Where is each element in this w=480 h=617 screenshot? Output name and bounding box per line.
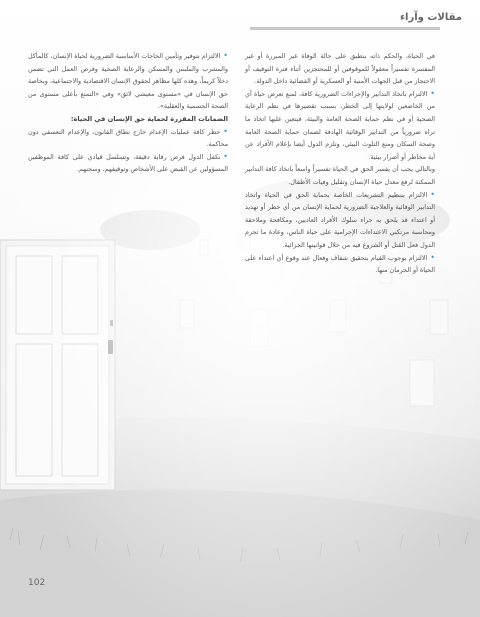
header-rule — [250, 27, 440, 30]
bullet-icon: • — [223, 51, 228, 60]
bullet-text: حظر كافة عمليات الإعدام خارج نطاق القانون، والإعدام التعسفي دون محاكمة. — [28, 127, 228, 149]
bullet-text: الالتزام بتنظيم التشريعات الخاصة بحماية الحق في الحياة واتخاذ التدابير الوقائية والعلاجية الضرورية لحماية الإنسان من أي خطر أو تهديد أو اعتداء قد يلحق به جراء سلوك الأفراد العاديين، ومكافحة وملاحقة ومحاسبة مرتكبي الاعتداءات الإجرامية على حياة الناس، وعادة ما تجرم الدول فعل القتل أو الشروع فيه من خلال قوانينها الجزائية. — [245, 190, 435, 249]
paragraph-text: وبالتالي يجب أن يفسر الحق في الحياة تفسيراً واسعاً باتخاذ كافة التدابير الممكنة لرفع معدل حياة الإنسان وتقليل وفيات الأطفال. — [245, 165, 435, 186]
bullet-text: الالتزام باتخاذ التدابير والإجراءات الضرورية كافة، لمنع تعرض حياة أي من الخاضعين لولايتها إلى الخطر، بسبب تقصيرها في نظم الرعاية الصحية أو في نظم حماية الصحة العامة والبيئة، فيتعين عليها اتخاذ ما تراه ضرورياً من التدابير الوقائية الهادفة لضمان حماية الصحة العامة وصحة السكان ومنع التلوث البيئي، وتلزم الدول أيضا بإعلام الأفراد عن أية مخاطر أو أضرار بيئية. — [245, 89, 435, 161]
bullet-text: الالتزام بتوفير وتأمين الحاجات الأساسية الضرورية لحياة الإنسان، كالمأكل والمشرب والملبس والمسكن والرعاية الصحية وفرص العمل التي تضمن دخلاً كريماً، وهذه كلها مظاهر لحقوق الإنسان الاقتصادية والاجتماعية، وبخاصة حق الإنسان في «مستوى معيشي لائق» وفي «التمتع بأعلى مستوى من الصحة الجسمية والعقلية». — [28, 52, 228, 111]
paragraph-text: في الحياة، والحكم ذاته ينطبق على حالة الوفاة غير المبررة أو غير المفسرة تفسيراً معقولاً للموقوفين أو للمحتجزين أثناء فترة التوقيف أو الاحتجاز من قبل الجهات الأمنية أو العسكرية أو القضائية داخل الدولة. — [245, 52, 435, 86]
subheading: الضمانات المقررة لحماية حق الإنسان في الحياة: — [70, 114, 228, 123]
bullet-item — [28, 126, 228, 151]
bullet-icon: • — [430, 189, 435, 199]
page-number: 102 — [28, 578, 46, 588]
bullet-item — [245, 189, 435, 252]
bullet-item — [245, 252, 435, 277]
paragraph — [245, 163, 435, 188]
bullet-icon: • — [430, 252, 435, 262]
section-title: مقالات وآراء — [399, 12, 462, 23]
left-column — [28, 50, 228, 176]
bullet-text: الالتزام بوجوب القيام بتحقيق شفاف وفعال عند وقوع أي اعتداء على الحياة أو الحرمان منها. — [245, 253, 435, 275]
right-column — [245, 50, 435, 277]
bullet-text: تكفل الدول فرض رقابة دقيقة، وتسلسل قيادي على كافة الموظفين المسؤولين عن القبض على الأشخاص وتوقيفهم، وسجنهم. — [28, 152, 228, 174]
bullet-item — [28, 151, 228, 176]
bullet-item — [28, 50, 228, 113]
bullet-icon: • — [223, 126, 228, 136]
paragraph — [245, 50, 435, 88]
bullet-icon: • — [430, 88, 435, 98]
bullet-item — [245, 88, 435, 164]
bullet-icon: • — [223, 151, 228, 161]
